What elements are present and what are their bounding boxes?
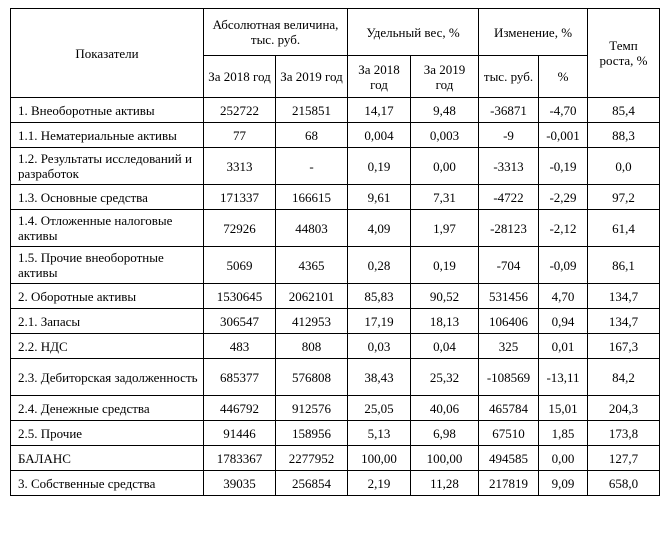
cell-absolute-2018: 91446	[204, 421, 276, 446]
cell-share-2019: 100,00	[411, 446, 479, 471]
cell-absolute-2019: 2277952	[276, 446, 348, 471]
cell-change-rub: -28123	[479, 210, 539, 247]
cell-share-2018: 0,28	[348, 247, 411, 284]
cell-growth-rate: 134,7	[588, 309, 660, 334]
cell-absolute-2019: 912576	[276, 396, 348, 421]
cell-absolute-2018: 1530645	[204, 284, 276, 309]
cell-change-percent: 0,00	[539, 446, 588, 471]
table-row	[11, 471, 660, 496]
cell-share-2018: 14,17	[348, 98, 411, 123]
cell-absolute-2018: 72926	[204, 210, 276, 247]
table-row	[11, 309, 660, 334]
cell-share-2018: 17,19	[348, 309, 411, 334]
cell-change-percent: -0,001	[539, 123, 588, 148]
header-growth-rate: Темп роста, %	[588, 9, 660, 98]
cell-absolute-2018: 306547	[204, 309, 276, 334]
cell-change-percent: 1,85	[539, 421, 588, 446]
table-row	[11, 123, 660, 148]
row-label: 1. Внеоборотные активы	[11, 98, 204, 123]
cell-change-percent: -2,12	[539, 210, 588, 247]
cell-change-rub: -108569	[479, 359, 539, 396]
row-label: 2.5. Прочие	[11, 421, 204, 446]
cell-growth-rate: 167,3	[588, 334, 660, 359]
cell-absolute-2019: 166615	[276, 185, 348, 210]
table-row	[11, 359, 660, 396]
cell-growth-rate: 86,1	[588, 247, 660, 284]
cell-absolute-2019: 4365	[276, 247, 348, 284]
cell-share-2019: 40,06	[411, 396, 479, 421]
header-absolute-2019: За 2019 год	[276, 56, 348, 98]
cell-share-2019: 25,32	[411, 359, 479, 396]
cell-change-rub: -4722	[479, 185, 539, 210]
cell-growth-rate: 88,3	[588, 123, 660, 148]
cell-change-percent: -0,19	[539, 148, 588, 185]
table-container	[10, 8, 660, 496]
cell-growth-rate: 204,3	[588, 396, 660, 421]
cell-absolute-2019: 68	[276, 123, 348, 148]
cell-change-rub: -3313	[479, 148, 539, 185]
table-row	[11, 334, 660, 359]
header-absolute-2018: За 2018 год	[204, 56, 276, 98]
cell-change-rub: -9	[479, 123, 539, 148]
balance-analysis-table	[10, 8, 660, 496]
cell-absolute-2018: 3313	[204, 148, 276, 185]
cell-change-percent: 15,01	[539, 396, 588, 421]
cell-change-rub: -704	[479, 247, 539, 284]
cell-share-2019: 18,13	[411, 309, 479, 334]
cell-share-2019: 0,003	[411, 123, 479, 148]
cell-absolute-2019: 2062101	[276, 284, 348, 309]
cell-change-rub: 217819	[479, 471, 539, 496]
row-label: 1.1. Нематериальные активы	[11, 123, 204, 148]
row-label: 1.3. Основные средства	[11, 185, 204, 210]
table-row	[11, 98, 660, 123]
cell-growth-rate: 61,4	[588, 210, 660, 247]
cell-share-2019: 9,48	[411, 98, 479, 123]
cell-change-rub: 531456	[479, 284, 539, 309]
cell-absolute-2018: 171337	[204, 185, 276, 210]
cell-absolute-2018: 39035	[204, 471, 276, 496]
table-row	[11, 284, 660, 309]
cell-share-2018: 38,43	[348, 359, 411, 396]
cell-growth-rate: 85,4	[588, 98, 660, 123]
header-change-rub: тыс. руб.	[479, 56, 539, 98]
row-label: 2.2. НДС	[11, 334, 204, 359]
cell-share-2019: 6,98	[411, 421, 479, 446]
cell-share-2018: 100,00	[348, 446, 411, 471]
cell-change-percent: -4,70	[539, 98, 588, 123]
row-label: 2.4. Денежные средства	[11, 396, 204, 421]
cell-share-2019: 90,52	[411, 284, 479, 309]
cell-share-2018: 5,13	[348, 421, 411, 446]
cell-change-percent: 4,70	[539, 284, 588, 309]
cell-absolute-2018: 77	[204, 123, 276, 148]
row-label: 1.2. Результаты исследований и разработок	[11, 148, 204, 185]
cell-share-2019: 0,00	[411, 148, 479, 185]
row-label: 2.3. Дебиторская задолженность	[11, 359, 204, 396]
cell-share-2019: 1,97	[411, 210, 479, 247]
cell-share-2018: 0,19	[348, 148, 411, 185]
cell-share-2019: 0,19	[411, 247, 479, 284]
cell-share-2018: 2,19	[348, 471, 411, 496]
cell-growth-rate: 84,2	[588, 359, 660, 396]
cell-absolute-2018: 1783367	[204, 446, 276, 471]
cell-change-rub: 106406	[479, 309, 539, 334]
cell-growth-rate: 97,2	[588, 185, 660, 210]
cell-absolute-2019: 158956	[276, 421, 348, 446]
header-absolute-value: Абсолютная величина, тыс. руб.	[204, 9, 348, 56]
header-share: Удельный вес, %	[348, 9, 479, 56]
cell-share-2019: 11,28	[411, 471, 479, 496]
cell-absolute-2019: 576808	[276, 359, 348, 396]
cell-share-2018: 0,03	[348, 334, 411, 359]
cell-share-2018: 85,83	[348, 284, 411, 309]
table-row	[11, 446, 660, 471]
cell-absolute-2019: 808	[276, 334, 348, 359]
cell-share-2019: 0,04	[411, 334, 479, 359]
table-row	[11, 148, 660, 185]
cell-change-rub: 325	[479, 334, 539, 359]
cell-growth-rate: 658,0	[588, 471, 660, 496]
cell-change-percent: -0,09	[539, 247, 588, 284]
cell-change-rub: 465784	[479, 396, 539, 421]
cell-share-2019: 7,31	[411, 185, 479, 210]
row-label: 3. Собственные средства	[11, 471, 204, 496]
row-label: 1.4. Отложенные налоговые активы	[11, 210, 204, 247]
cell-growth-rate: 173,8	[588, 421, 660, 446]
cell-growth-rate: 134,7	[588, 284, 660, 309]
table-row	[11, 421, 660, 446]
row-label: 1.5. Прочие внеоборотные активы	[11, 247, 204, 284]
table-row	[11, 185, 660, 210]
cell-change-percent: 0,94	[539, 309, 588, 334]
table-row	[11, 396, 660, 421]
cell-share-2018: 4,09	[348, 210, 411, 247]
cell-growth-rate: 0,0	[588, 148, 660, 185]
cell-absolute-2019: 44803	[276, 210, 348, 247]
cell-absolute-2019: 256854	[276, 471, 348, 496]
cell-absolute-2018: 685377	[204, 359, 276, 396]
cell-share-2018: 9,61	[348, 185, 411, 210]
table-row	[11, 210, 660, 247]
cell-absolute-2018: 446792	[204, 396, 276, 421]
cell-absolute-2018: 483	[204, 334, 276, 359]
cell-change-rub: 494585	[479, 446, 539, 471]
row-label: БАЛАНС	[11, 446, 204, 471]
row-label: 2. Оборотные активы	[11, 284, 204, 309]
header-share-2019: За 2019 год	[411, 56, 479, 98]
cell-absolute-2018: 5069	[204, 247, 276, 284]
table-row	[11, 247, 660, 284]
cell-change-rub: 67510	[479, 421, 539, 446]
cell-growth-rate: 127,7	[588, 446, 660, 471]
cell-absolute-2019: -	[276, 148, 348, 185]
header-indicators: Показатели	[11, 9, 204, 98]
cell-change-percent: -13,11	[539, 359, 588, 396]
cell-change-percent: 0,01	[539, 334, 588, 359]
cell-change-rub: -36871	[479, 98, 539, 123]
cell-change-percent: 9,09	[539, 471, 588, 496]
header-change-percent: %	[539, 56, 588, 98]
header-change: Изменение, %	[479, 9, 588, 56]
cell-absolute-2019: 412953	[276, 309, 348, 334]
cell-change-percent: -2,29	[539, 185, 588, 210]
cell-absolute-2018: 252722	[204, 98, 276, 123]
cell-share-2018: 25,05	[348, 396, 411, 421]
cell-absolute-2019: 215851	[276, 98, 348, 123]
row-label: 2.1. Запасы	[11, 309, 204, 334]
cell-share-2018: 0,004	[348, 123, 411, 148]
header-share-2018: За 2018 год	[348, 56, 411, 98]
